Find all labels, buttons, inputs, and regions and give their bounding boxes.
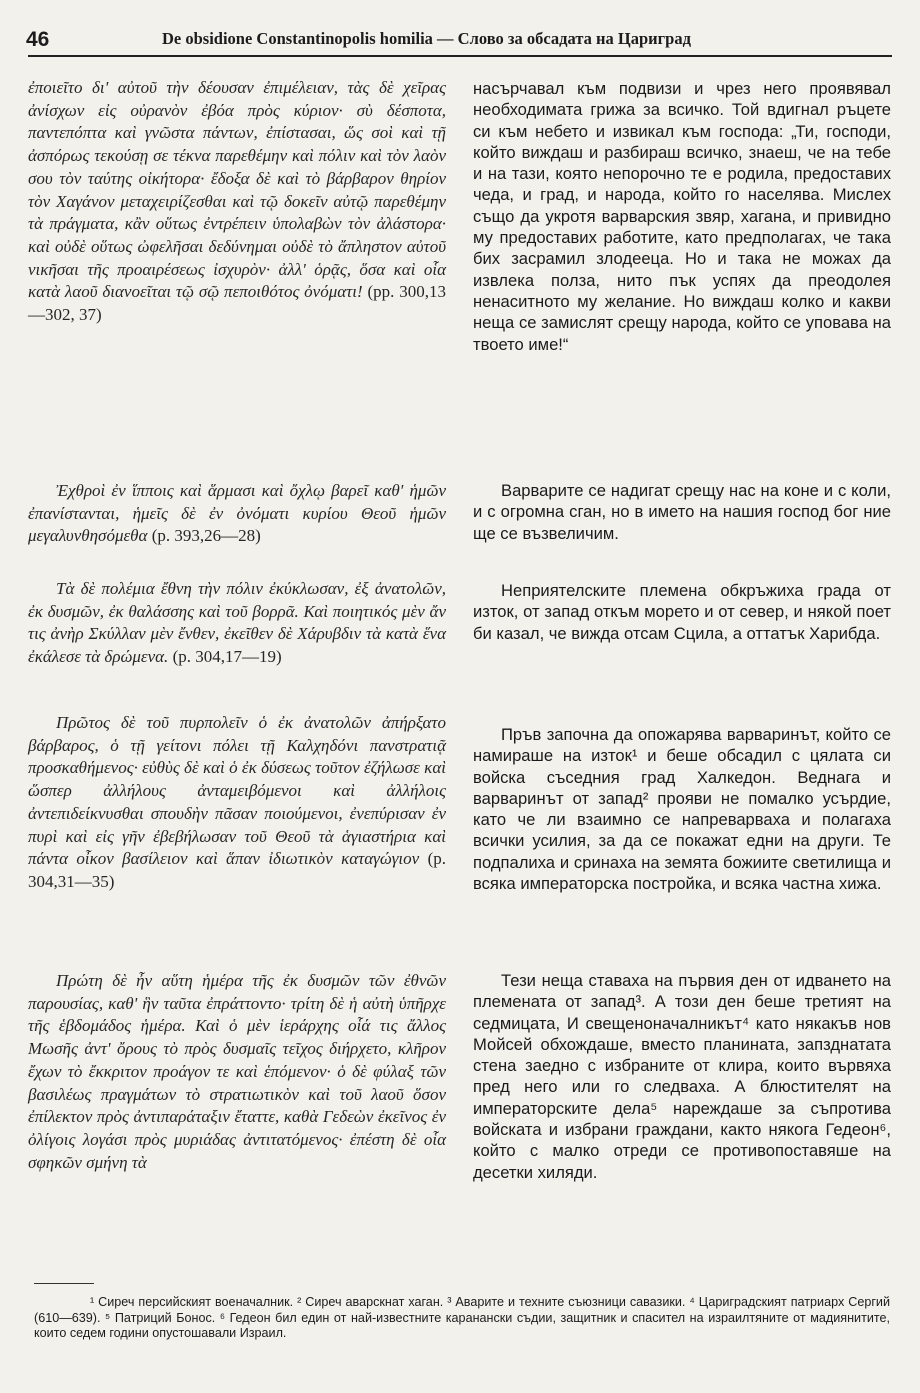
bulgarian-passage-1: насърчавал към подвизи и чрез него проявявал необходимата грижа за всичко. Той вдигнал ръцете си към небето и извикал към господа: „Ти, господи, който виждаш и разбираш всичко, знаеш, че на тебе и на тази, която непорочно те е родила, предоставих чеда, и град, и народа, който го населява. Мислех също да укротя варварския звяр, хагана, и привидно му предоставих работите, като предполагах, че така бих засрамил злодееца. Но и така не можах да извлека полза, нито пък успях да преодолея ненаситното му желание. Но виждаш колко и какви неща се замислят срещу народа, който се уповава на твоето име!“ <box>473 79 891 354</box>
bulgarian-passage-4: Пръв започна да опожарява варваринът, който се намираше на изток¹ и беше обсадил с цялата си войска съседния град Халкедон. Веднага и варваринът от запад² прояви не помалко усърдие, като че ли взаимно се напреварваха и полагаха всички усилия, за да се покажат едни на други. Те подпалиха и сринаха на земята божиите светилища и всяка императорска постройка, и всяка частна хижа. <box>473 725 891 894</box>
greek-passage-3 <box>28 578 446 669</box>
citation-2: (p. 393,26—28) <box>151 526 261 546</box>
greek-text-4: Πρῶτος δὲ τοῦ πυρπολεῖν ὁ ἐκ ἀνατολῶν ἀπήρξατο βάρβαρος, ὁ τῇ γείτονι πόλει τῇ Καλχηδόνι πανστρατιᾷ προσκαθήμενος· εὐθὺς δὲ καὶ ὁ ἐκ δύσεως τοῦτον ἐζήλωσε καὶ ὥσπερ ἀλλήλους ἀνταμειβόμενοι καὶ ἀλλήλοις ἀντεπιδείκνυσθαι σπουδὴν πᾶσαν ποιούμενοι, ἐνεπύρισαν ἐν πυρὶ καὶ εἰς γῆν ἐβεβήλωσαν τοῦ Θεοῦ τὰ ἁγιαστήρια καὶ πάντα οἶκον βασίλειον καὶ ἅπαν ἰδιωτικὸν καταγώγιον <box>28 713 446 869</box>
citation-3: (p. 304,17—19) <box>172 647 282 667</box>
bulgarian-passage-5: Тези неща ставаха на първия ден от идването на племената от запад³. А този ден беше третият на седмицата, И свещеноначалникът⁴ като някакъв нов Мойсей обхождаше, вместо планината, запзднатата стена заедно с избраните от клира, които вървяха пред него или го следваха. А блюстителят на императорските дела⁵ нареждаше за съпротива войската и избрани граждани, както някога Гедеон⁶, който с малко отреди се противопоставяше на десетки хиляди. <box>473 971 891 1182</box>
page-number: 46 <box>26 28 50 51</box>
bulgarian-passage-2: Варварите се надигат срещу нас на коне и с коли, и с огромна сган, но в името на нашия господ бог ние ще се възвеличим. <box>473 481 891 543</box>
greek-passage-1 <box>28 77 446 327</box>
greek-passage-2 <box>28 480 446 548</box>
greek-text-1: ἐποιεῖτο δι' αὐτοῦ τὴν δέουσαν ἐπιμέλειαν, τὰς δὲ χεῖρας ἀνίσχων εἰς οὐρανὸν ἐβόα πρὸς κύριον· σὺ δέσποτα, παντεπόπτα καὶ γνῶστα πάντων, ἐπίστασαι, ὥς σοὶ καὶ τῇ ἀσπόρως τεκούσῃ σε τέκνα παρεθέμην καὶ πόλιν καὶ τὸν λαὸν σου τὸν ταύτης οἰκήτορα· ἔδοξα δὲ καὶ τὸ βάρβαρον θηρίον τὸν Χαγάνον μεταχειρίζεσθαι καὶ τῷ δοκεῖν αὐτῷ παρεθέμην τὰ πράγματα, κἂν οὕτως ἐντρέπειν ὑπολαβὼν τὸν ἀλάστορα· καὶ οὐδὲ οὕτως ὠφελῆσαι δεδύνημαι οὐδὲ τὸ ἄπληστον αὐτοῦ νικῆσαι τῆς προαιρέσεως ἰσχυρὸν· ἀλλ' ὁρᾷς, ὅσα καὶ οἷα κατὰ λαοῦ διανοεῖται τῷ σῷ πεποιθότος ὀνόματι! <box>28 78 446 302</box>
footnotes: ¹ Сиреч персийският военачалник. ² Сиреч аварскнат хаган. ³ Аварите и техните съюзници савазики. ⁴ Цариградският патриарх Сергий (610—639). ⁵ Патриций Бонос. ⁶ Гедеон бил един от най-известните каранански съдии, защитник и спасител на израилтяните от мадиянитите, които седем години опустошавали Израил. <box>34 1295 890 1341</box>
greek-text-2: Ἐχθροὶ ἐν ἵπποις καὶ ἅρμασι καὶ ὄχλῳ βαρεῖ καθ' ἡμῶν ἐπανίστανται, ἡμεῖς δὲ ἐν ὀνόματι κυρίου Θεοῦ ἡμῶν μεγαλυνθησόμεθα <box>28 481 446 546</box>
greek-passage-4 <box>28 712 446 894</box>
page-header <box>26 18 892 58</box>
greek-text-5: Πρώτη δὲ ἦν αὕτη ἡμέρα τῆς ἐκ δυσμῶν τῶν ἐθνῶν παρουσίας, καθ' ἣν ταῦτα ἐπράττοντο· τρίτη δὲ ἡ αὐτὴ ὑπῆρχε τῆς ἑβδομάδος ἡμέρα. Καὶ ὁ μὲν ἱεράρχης οἷά τις ἄλλος Μωσῆς ἀντ' ὄρους τὸ πρὸς δυσμαῖς τεῖχος διήρχετο, κλῆρον ἔχων τὸ ἔκκριτον προάγον τε καὶ ἑπόμενον· ὁ δὲ φύλαξ τῶν βασιλέως πραγμάτων τὸ στρατιωτικὸν καὶ τοῦ λαοῦ ὅσον ἐπίλεκτον πρὸς ἀντιπαράταξιν ἔταττε, καθὰ Γεδεὼν ἐκεῖνος ἐν ὀλίγοις λογάσι πρὸς μυριάδας ἀντιτατόμενος· ἐπέστη δὲ οἷα σφηκῶν σμήνη τὰ <box>28 971 446 1172</box>
footnote-rule <box>34 1283 94 1284</box>
citation-1: (pp. 300,13—302, 37) <box>28 282 446 325</box>
header-rule <box>28 55 892 57</box>
running-head: De obsidione Constantinopolis homilia — Слово за обсадата на Цариград <box>162 29 691 48</box>
greek-passage-5 <box>28 970 446 1174</box>
greek-text-3: Τὰ δὲ πολέμια ἔθνη τὴν πόλιν ἐκύκλωσαν, ἐξ ἀνατολῶν, ἐκ δυσμῶν, ἐκ θαλάσσης καὶ τοῦ βορρᾶ. Καὶ ποιητικός μὲν ἄν τις ἀνὴρ Σκύλλαν μὲν ἔνθεν, ἐκεῖθεν δὲ Χάρυβδιν τὰ κατὰ ἕνα ἐκάλεσε τὰ δρώμενα. <box>28 579 446 667</box>
citation-4: (p. 304,31—35) <box>28 849 446 891</box>
bulgarian-passage-3: Неприятелските племена обкръжиха града от изток, от запад откъм морето и от север, и някой поет би казал, че вижда отсам Сцила, а оттатък Харибда. <box>473 581 891 643</box>
